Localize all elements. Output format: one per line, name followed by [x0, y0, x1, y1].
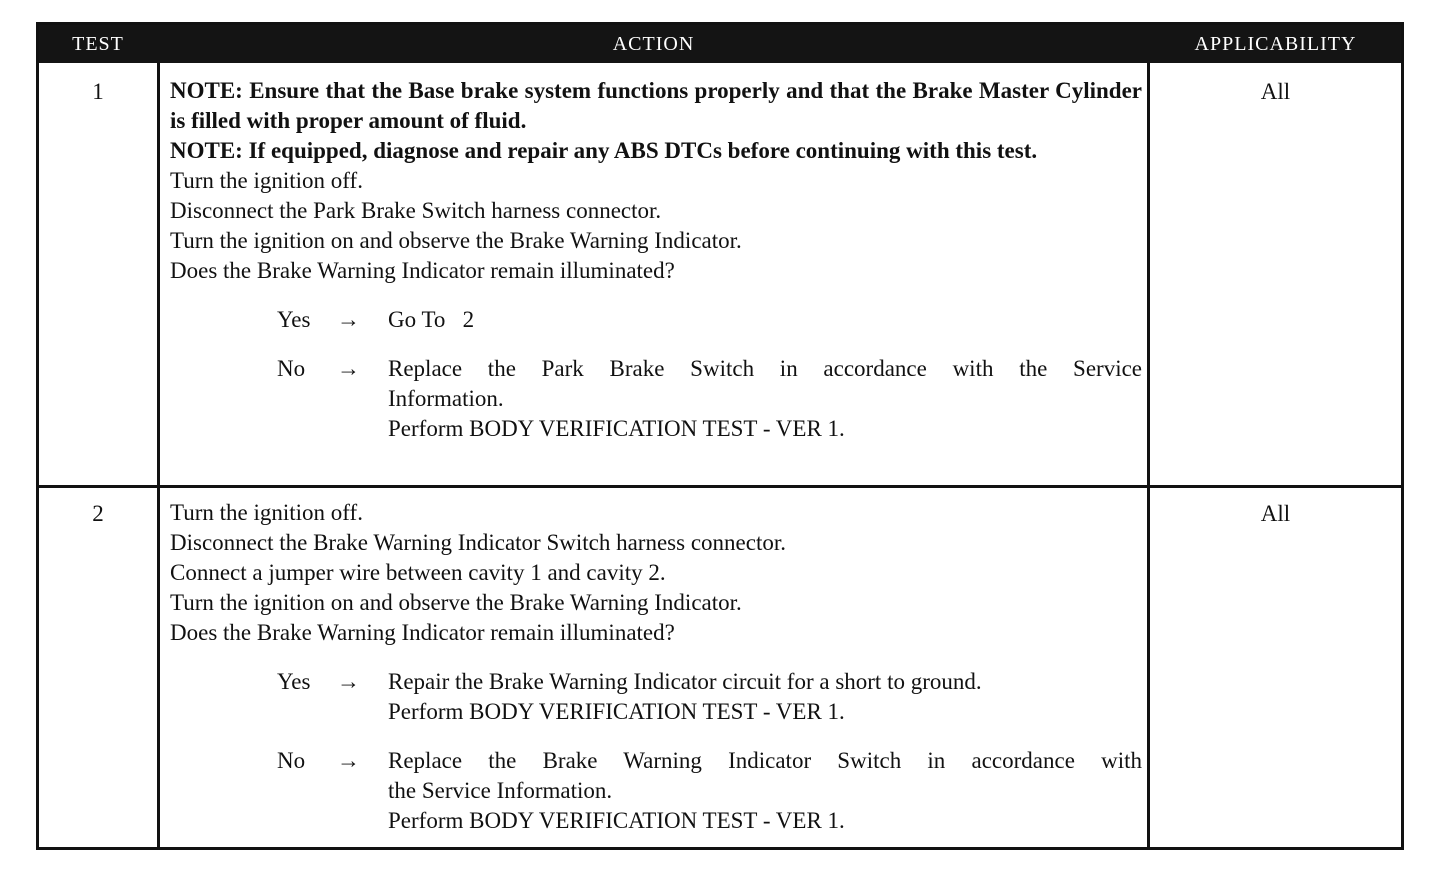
table-row	[39, 63, 1401, 485]
action-cell	[170, 498, 1142, 836]
result-text: Perform BODY VERIFICATION TEST - VER 1.	[388, 808, 845, 833]
action-cell	[170, 76, 1142, 444]
result-text: Information.	[388, 386, 504, 411]
arrow-right-icon: →	[337, 356, 360, 381]
step-text: Turn the ignition off.	[170, 168, 363, 193]
header-applicability: APPLICABILITY	[1194, 33, 1357, 55]
note-text: NOTE: If equipped, diagnose and repair any ABS DTCs before continuing with this test.	[170, 138, 1038, 163]
test-number: 1	[92, 79, 104, 104]
step-text: Turn the ignition off.	[170, 500, 363, 525]
result-text: Replace the Park Brake Switch in accordance with the Service	[388, 356, 1142, 381]
result-text: Perform BODY VERIFICATION TEST - VER 1.	[388, 699, 845, 724]
note-text: NOTE: Ensure that the Base brake system functions properly and that the Brake Master Cylinder is filled with proper amount of fluid.	[170, 78, 1142, 133]
diagnostic-test-table	[36, 22, 1404, 850]
no-result	[277, 354, 1142, 444]
test-number: 2	[92, 501, 104, 526]
step-text: Disconnect the Park Brake Switch harness connector.	[170, 198, 662, 223]
yes-label: Yes	[277, 669, 311, 694]
go-to-link[interactable]: Go To 2	[388, 307, 475, 332]
applicability-value: All	[1260, 501, 1291, 526]
step-text: Connect a jumper wire between cavity 1 and cavity 2.	[170, 560, 666, 585]
step-text: Disconnect the Brake Warning Indicator Switch harness connector.	[170, 530, 786, 555]
step-text: Does the Brake Warning Indicator remain illuminated?	[170, 258, 675, 283]
yes-result	[277, 667, 1142, 727]
arrow-right-icon: →	[337, 307, 360, 332]
step-text: Does the Brake Warning Indicator remain illuminated?	[170, 620, 675, 645]
no-label: No	[277, 748, 306, 773]
result-text: Repair the Brake Warning Indicator circuit for a short to ground.	[388, 669, 982, 694]
yes-result	[277, 305, 1142, 335]
no-result	[277, 746, 1142, 836]
header-test: TEST	[72, 33, 124, 55]
applicability-value: All	[1260, 79, 1291, 104]
step-text: Turn the ignition on and observe the Brake Warning Indicator.	[170, 228, 742, 253]
result-text: Replace the Brake Warning Indicator Switch in accordance with	[388, 748, 1142, 773]
yes-label: Yes	[277, 307, 311, 332]
arrow-right-icon: →	[337, 669, 360, 694]
result-text: Perform BODY VERIFICATION TEST - VER 1.	[388, 416, 845, 441]
result-text: the Service Information.	[388, 778, 613, 803]
table-header	[39, 25, 1401, 63]
header-action: ACTION	[612, 33, 695, 55]
arrow-right-icon: →	[337, 748, 360, 773]
step-text: Turn the ignition on and observe the Brake Warning Indicator.	[170, 590, 742, 615]
table-row	[39, 488, 1401, 847]
no-label: No	[277, 356, 306, 381]
